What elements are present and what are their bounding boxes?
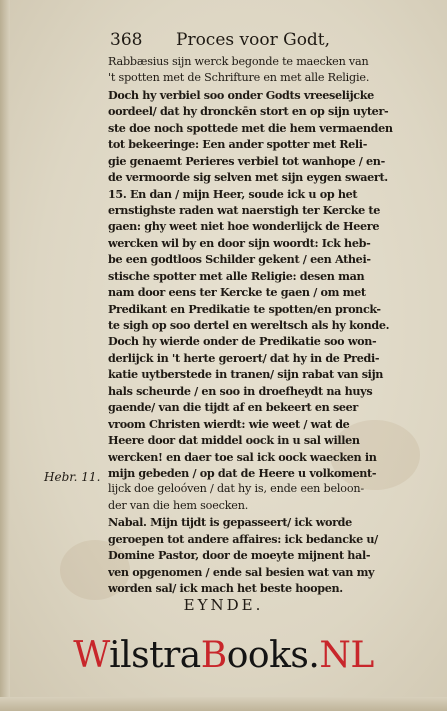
text-line: 't spotten met de Schrifture en met alle Religie. [108, 71, 370, 85]
text-line: mijn gebeden / op dat de Heere u volkoment- [108, 465, 377, 480]
text-line: ernstighste raden wat naerstigh ter Kercke te [108, 202, 380, 217]
body-text [108, 54, 408, 596]
text-line: hals scheurde / en soo in droefheydt na huys [108, 383, 373, 398]
text-line: 15. En dan / mijn Heer, soude ick u op het [108, 186, 358, 201]
watermark-text: ooks. [226, 635, 320, 676]
text-line: de vermoorde sig selven met sijn eygen swaert. [108, 170, 388, 185]
watermark-letter: B [200, 635, 227, 676]
text-line: ste doe noch spottede met die hem vermaenden [108, 120, 393, 135]
text-line: stische spotter met alle Religie: desen man [108, 268, 365, 283]
text-line: gaende/ van die tijdt af en bekeert en seer [108, 400, 358, 415]
text-line: wercken wil by en door sijn woordt: Ick heb- [108, 235, 371, 250]
text-line: gie genaemt Perieres verbiel tot wanhope / en- [108, 153, 385, 168]
text-line: derlijck in 't herte geroert/ dat hy in de Predi- [108, 350, 380, 365]
text-line: Heere door dat middel oock in u sal willen [108, 433, 360, 448]
watermark-text: ilstra [109, 635, 201, 676]
text-line: Domine Pastor, door de moeyte mijnent hal- [108, 548, 371, 563]
text-line: Doch hy verbiel soo onder Godts vreeselijcke [108, 87, 374, 102]
text-line: Nabal. Mijn tijdt is gepasseert/ ick worde [108, 515, 352, 530]
text-line: be een godtloos Schilder gekent / een Athei- [108, 252, 371, 267]
text-line: oordeel/ dat hy dronckēn stort en op sijn uyter- [108, 104, 389, 119]
running-title: Proces voor Godt, [176, 30, 331, 50]
text-line: lijck doe geloóven / dat hy is, ende een beloon- [108, 482, 364, 496]
text-line: gaen: ghy weet niet hoe wonderlijck de Heere [108, 219, 380, 234]
text-line: ven opgenomen / ende sal besien wat van my [108, 564, 375, 579]
watermark-letter: W [73, 635, 110, 676]
text-line: tot bekeeringe: Een ander spotter met Reli- [108, 137, 368, 152]
text-line: worden sal/ ick mach het beste hoopen. [108, 581, 343, 595]
text-line: Doch hy wierde onder de Predikatie soo won- [108, 334, 377, 349]
text-line: wercken! en daer toe sal ick oock waecken in [108, 449, 377, 464]
text-line: katie uytberstede in tranen/ sijn rabat van sijn [108, 367, 384, 382]
text-line: der van die hem soecken. [108, 498, 249, 512]
page-header [110, 30, 430, 52]
text-line: nam door eens ter Kercke te gaen / om met [108, 285, 366, 300]
watermark-suffix: NL [319, 635, 374, 676]
text-line: geroepen tot andere affaires: ick bedancke u/ [108, 531, 378, 546]
text-line: Predikant en Predikatie te spotten/en pronck- [108, 301, 381, 316]
text-line: te sigh op soo dertel en wereltsch als hy konde. [108, 318, 390, 332]
page-number: 368 [110, 30, 143, 50]
text-line: Rabbæsius sijn werck begonde te maecken van [108, 55, 369, 68]
margin-note-reference: Hebr. 11. [44, 470, 101, 484]
text-line: vroom Christen wierdt: wie weet / wat de [108, 416, 350, 431]
watermark-logo [0, 636, 447, 676]
end-word: EYNDE. [183, 596, 264, 614]
page-edge-bottom [0, 697, 447, 711]
